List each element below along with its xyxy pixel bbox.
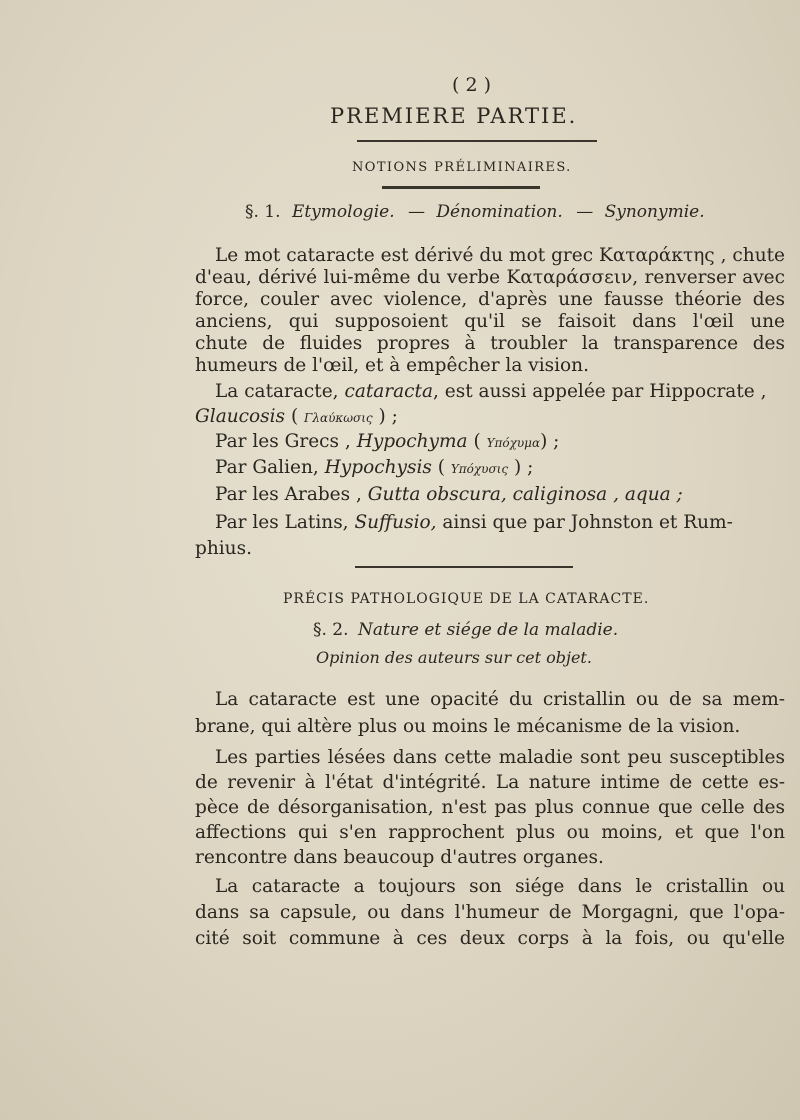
p2-l4-paren: ( (437, 457, 445, 478)
para5-line-3: cité soit commune à ces deux corps à la fois, ou qu'elle (195, 928, 785, 949)
p2-l4-c: ) ; (513, 457, 534, 478)
para2-line-5 (215, 484, 683, 506)
para2-line-4 (215, 457, 533, 480)
p2-l2-c: ) ; (378, 406, 398, 427)
p2-l1-c: , est aussi appelée par Hippocrate , (433, 381, 767, 402)
s1-part-synonymie: Synonymie. (604, 202, 705, 222)
p2-l4-b: Hypochysis (324, 457, 432, 478)
section-heading: NOTIONS PRÉLIMINAIRES. (352, 160, 572, 175)
s1-dash-1: — (408, 202, 425, 222)
para5-line-1: La cataracte a toujours son siége dans le cristallin ou (215, 876, 785, 897)
para4-line-1: Les parties lésées dans cette maladie sont peu susceptibles (215, 747, 785, 768)
para4-line-4: affections qui s'en rapprochent plus ou moins, et que l'on (195, 822, 785, 843)
page-number: ( 2 ) (452, 74, 491, 96)
para4-line-3: pèce de désorganisation, n'est pas plus connue que celle des (195, 797, 785, 818)
p2-l3-b: Hypochyma (356, 431, 468, 452)
para1-line-5: chute de fluides propres à troubler la transparence des (195, 333, 785, 354)
para5-line-2: dans sa capsule, ou dans l'humeur de Morgagni, que l'opa- (195, 902, 785, 923)
p2-l5-b: Gutta obscura, caliginosa , aqua ; (367, 484, 683, 505)
s1-dash-2: — (576, 202, 594, 222)
p2-l6-b: Suffusio, (354, 512, 437, 533)
ornamental-rule-middle (355, 566, 573, 568)
s2-heading (313, 620, 618, 640)
p2-l1-b: cataracta (344, 381, 434, 402)
s2-number: §. 2. (313, 620, 349, 640)
para4-line-2: de revenir à l'état d'intégrité. La nature intime de cette es- (195, 772, 785, 793)
s1-part-etymologie: Etymologie. (291, 202, 395, 222)
p2-l4-greek: Υπόχυσις (450, 462, 509, 476)
s1-part-denomination: Dénomination. (436, 202, 563, 222)
para2-line-3 (215, 431, 559, 454)
p2-l5-a: Par les Arabes , (215, 484, 362, 505)
para4-line-5: rencontre dans beaucoup d'autres organes. (195, 847, 604, 868)
para1-line-6: humeurs de l'œil, et à empêcher la vision. (195, 355, 589, 376)
p2-l2-greek: Γλαύκωσις (304, 411, 373, 425)
part-title: PREMIERE PARTIE. (330, 104, 578, 128)
para1-line-3: force, couler avec violence, d'après une fausse théorie des (195, 289, 785, 310)
p2-l3-paren: ( (473, 431, 481, 452)
para2-line-1 (215, 381, 766, 403)
para2-line-6 (215, 512, 733, 534)
para1-line-1: Le mot cataracte est dérivé du mot grec Καταράκτης , chute (215, 245, 785, 266)
s2-subheading: Opinion des auteurs sur cet objet. (316, 648, 592, 667)
p2-l4-a: Par Galien, (215, 457, 319, 478)
s1-heading (245, 202, 705, 222)
p2-l6-a: Par les Latins, (215, 512, 349, 533)
s1-number: §. 1. (245, 202, 281, 222)
p2-l3-a: Par les Grecs , (215, 431, 351, 452)
p2-l2-a: Glaucosis (195, 406, 286, 427)
p2-l3-greek: Υπόχυμα (486, 436, 541, 450)
para2-line-2 (195, 406, 398, 429)
para3-line-1: La cataracte est une opacité du cristallin ou de sa mem- (215, 689, 785, 710)
p2-l3-c: ) ; (540, 431, 560, 452)
para2-line-7: phius. (195, 538, 252, 559)
p2-l6-c: ainsi que par Johnston et Rum- (442, 512, 733, 533)
para1-line-2: d'eau, dérivé lui-même du verbe Καταράσσειν, renverser avec (195, 267, 785, 288)
rule-under-section (382, 186, 540, 189)
p2-l2-b: ( (290, 406, 299, 427)
ornamental-rule-top (357, 140, 597, 142)
para3-line-2: brane, qui altère plus ou moins le mécanisme de la vision. (195, 716, 741, 737)
p2-l1-a: La cataracte, (215, 381, 339, 402)
precis-heading: PRÉCIS PATHOLOGIQUE DE LA CATARACTE. (283, 591, 650, 607)
s2-title: Nature et siége de la maladie. (357, 620, 619, 640)
para1-line-4: anciens, qui supposoient qu'il se faisoit dans l'œil une (195, 311, 785, 332)
